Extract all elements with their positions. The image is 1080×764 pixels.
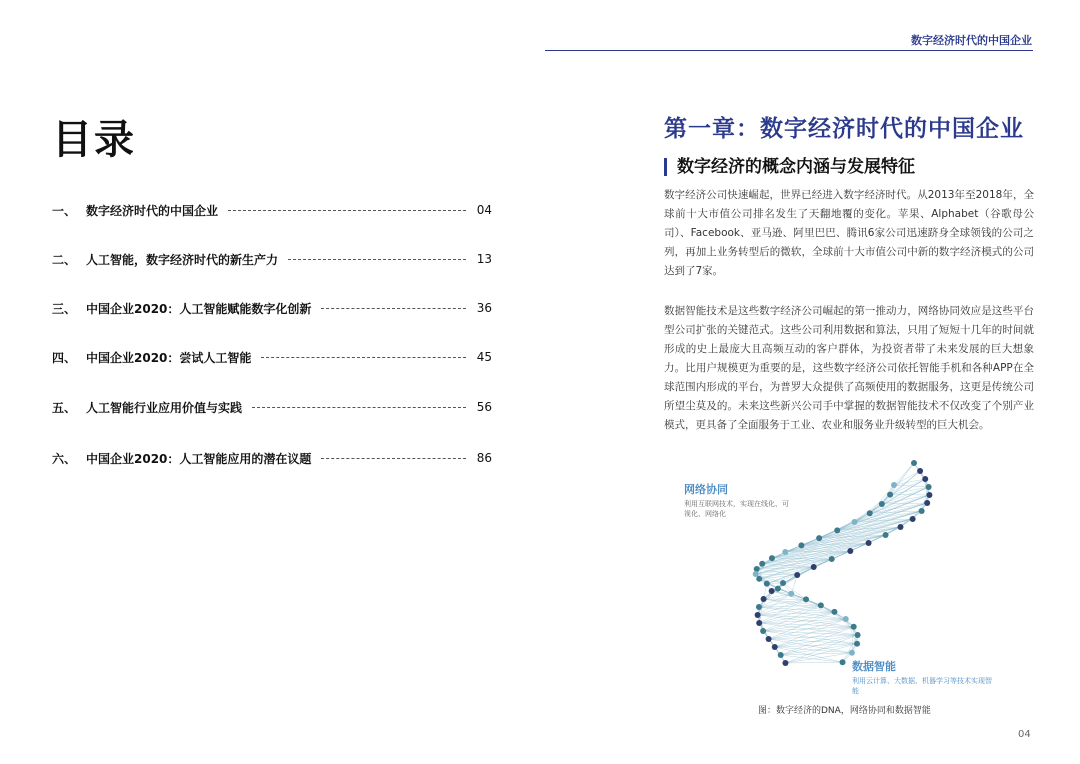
network-node	[769, 555, 775, 561]
network-link	[834, 612, 857, 635]
toc-item[interactable]	[52, 249, 492, 269]
network-node	[840, 659, 846, 665]
network-link	[785, 662, 842, 663]
network-node	[755, 612, 761, 618]
network-node	[849, 650, 855, 656]
toc-item-page: 45	[476, 350, 492, 364]
toc-item-number: 一、	[52, 203, 77, 218]
toc-leader	[288, 259, 466, 260]
toc-item[interactable]	[52, 347, 492, 367]
network-node	[852, 519, 858, 525]
network-node	[756, 604, 762, 610]
chapter-heading: 第一章：数字经济时代的中国企业	[664, 116, 1024, 142]
toc-item-number: 五、	[52, 400, 77, 415]
network-node	[803, 596, 809, 602]
network-link	[785, 644, 857, 663]
network-node	[753, 571, 759, 577]
network-node	[867, 510, 873, 516]
toc-item-page: 56	[476, 400, 492, 414]
toc-item[interactable]	[52, 200, 492, 220]
toc-item-page: 36	[476, 301, 492, 315]
network-node	[778, 652, 784, 658]
toc-item[interactable]	[52, 397, 492, 417]
toc-item[interactable]	[52, 298, 492, 318]
network-link	[772, 535, 886, 558]
toc-item-number: 四、	[52, 350, 77, 365]
network-node	[843, 616, 849, 622]
network-node	[926, 484, 932, 490]
network-node	[847, 548, 853, 554]
network-node	[798, 542, 804, 548]
toc-leader	[252, 407, 466, 408]
network-node	[917, 468, 923, 474]
network-node	[829, 556, 835, 562]
network-link	[846, 619, 857, 644]
network-node	[855, 632, 861, 638]
network-node	[772, 644, 778, 650]
network-node	[811, 564, 817, 570]
network-node	[764, 581, 770, 587]
network-node	[760, 628, 766, 634]
network-node	[794, 572, 800, 578]
network-node	[879, 501, 885, 507]
page-number: 04	[1018, 729, 1031, 740]
network-node	[887, 492, 893, 498]
network-node	[782, 549, 788, 555]
network-node	[919, 508, 925, 514]
network-node	[780, 580, 786, 586]
network-node	[769, 588, 775, 594]
toc-item[interactable]	[52, 448, 492, 468]
network-node	[866, 540, 872, 546]
network-node	[756, 620, 762, 626]
network-node	[922, 476, 928, 482]
toc-item-page: 04	[476, 203, 492, 217]
body-paragraph: 数据智能技术是这些数字经济公司崛起的第一推动力，网络协同效应是这些平台型公司扩张的关键范式。这些公司利用数据和算法，只用了短短十几年的时间就形成的史上最庞大且高频互动的客户群体，为投资者带了未来发展的巨大想象力。比用户规模更为重要的是，这些数字经济公司依托智能手机和各种APP在全球范围内形成的平台，为普罗大众提供了高频使用的数据服务，这更是传统公司所望尘莫及的。未来这些新兴公司手中掌握的数据智能技术不仅改变了个别产业模式，更具备了全面服务于工业、农业和服务业升级转型的巨大机会。	[664, 305, 1034, 431]
toc-item-number: 三、	[52, 301, 77, 316]
network-node	[883, 532, 889, 538]
toc-item-number: 六、	[52, 451, 77, 466]
body-paragraph: 数字经济公司快速崛起，世界已经进入数字经济时代。从2013年至2018年，全球前十大市值公司排名发生了天翻地覆的变化。苹果、Alphabet（谷歌母公司）、Facebook、亚马逊、阿里巴巴、腾讯6家公司迅速跻身全球领钱的公司之列，再加上业务转型后的微软，全球前十大市值公司中新的数字经济模式的公司达到了7家。	[664, 189, 1034, 277]
network-node	[854, 641, 860, 647]
network-node	[756, 576, 762, 582]
toc-item-page: 13	[476, 252, 492, 266]
network-node	[788, 591, 794, 597]
figure-label-data: 数据智能	[852, 660, 896, 673]
toc-item-page: 86	[476, 451, 492, 465]
network-node	[924, 500, 930, 506]
network-node	[834, 527, 840, 533]
toc-item-title: 中国企业2020：尝试人工智能	[86, 350, 252, 365]
network-node	[761, 596, 767, 602]
toc-leader	[321, 308, 466, 309]
toc-title: 目录	[52, 117, 136, 163]
section-heading: 数字经济的概念内涵与发展特征	[664, 158, 915, 176]
header-rule	[545, 50, 1033, 51]
network-node	[891, 482, 897, 488]
network-node	[782, 660, 788, 666]
toc-leader	[228, 210, 466, 211]
figure-sublabel-network: 利用互联网技术，实现在线化、可视化、网络化	[684, 500, 789, 518]
toc-item-title: 人工智能，数字经济时代的新生产力	[86, 252, 279, 267]
toc-leader	[321, 458, 466, 459]
running-title: 数字经济时代的中国企业	[911, 34, 1032, 47]
network-node	[911, 460, 917, 466]
toc-item-number: 二、	[52, 252, 77, 267]
network-node	[851, 624, 857, 630]
figure-caption: 图：数字经济的DNA，网络协同和数据智能	[758, 706, 931, 716]
toc-item-title: 中国企业2020：人工智能赋能数字化创新	[86, 301, 312, 316]
network-node	[910, 516, 916, 522]
network-node	[818, 602, 824, 608]
toc-item-title: 人工智能行业应用价值与实践	[86, 400, 243, 415]
figure-label-network: 网络协同	[684, 483, 728, 496]
network-node	[816, 535, 822, 541]
network-node	[775, 586, 781, 592]
toc-item-title: 中国企业2020：人工智能应用的潜在议题	[86, 451, 312, 466]
network-node	[759, 561, 765, 567]
toc-leader	[261, 357, 466, 358]
network-node	[754, 566, 760, 572]
network-node	[831, 609, 837, 615]
figure-sublabel-data: 利用云计算、大数据、机器学习等技术实现智能	[852, 677, 992, 695]
network-node	[897, 524, 903, 530]
dna-network-figure	[664, 455, 994, 700]
network-node	[766, 636, 772, 642]
toc-item-title: 数字经济时代的中国企业	[86, 203, 219, 218]
network-node	[926, 492, 932, 498]
